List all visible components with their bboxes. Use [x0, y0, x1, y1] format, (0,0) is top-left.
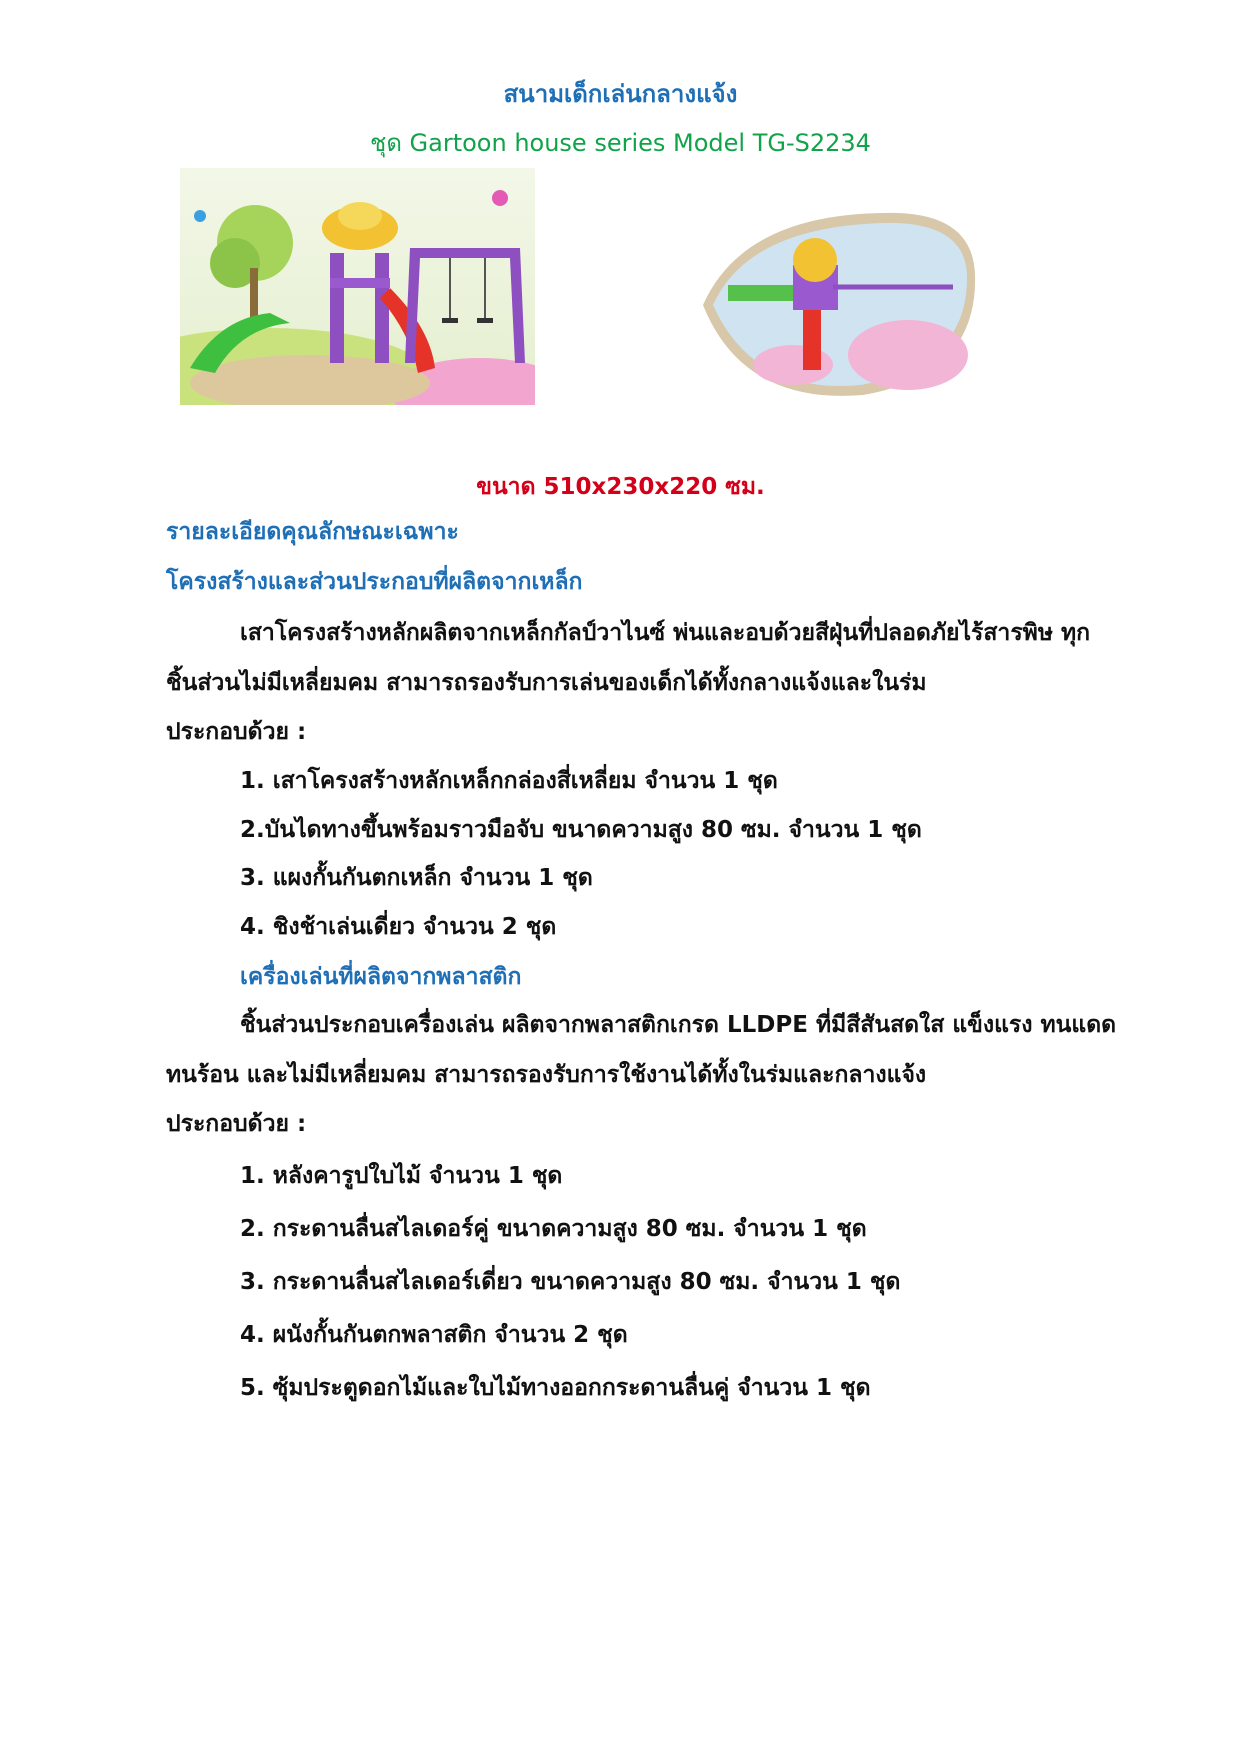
- page-title: สนามเด็กเล่นกลางแจ้ง: [503, 80, 738, 108]
- steel-description-line-1: เสาโครงสร้างหลักผลิตจากเหล็กกัลป์วาไนซ์ พ่นและอบด้วยสีฝุ่นที่ปลอดภัยไร้สารพิษ ทุก: [240, 620, 1091, 646]
- plastic-consists-label: ประกอบด้วย :: [166, 1111, 307, 1137]
- plastic-description-line-1: ชิ้นส่วนประกอบเครื่องเล่น ผลิตจากพลาสติกเกรด LLDPE ที่มีสีสันสดใส แข็งแรง ทนแดด: [240, 1012, 1117, 1038]
- plastic-item: 1. หลังคารูปใบไม้ จำนวน 1 ชุด: [240, 1163, 563, 1189]
- steel-description-line-2: ชิ้นส่วนไม่มีเหลี่ยมคม สามารถรองรับการเล่นของเด็กได้ทั้งกลางแจ้งและในร่ม: [166, 670, 927, 696]
- steel-consists-label: ประกอบด้วย :: [166, 719, 307, 745]
- plastic-item: 3. กระดานลื่นสไลเดอร์เดี่ยว ขนาดความสูง 80 ซม. จำนวน 1 ชุด: [240, 1269, 901, 1295]
- steel-item: 3. แผงกั้นกันตกเหล็ก จำนวน 1 ชุด: [240, 865, 593, 891]
- plastic-item: 2. กระดานลื่นสไลเดอร์คู่ ขนาดความสูง 80 ซม. จำนวน 1 ชุด: [240, 1216, 867, 1242]
- playground-top-view: [683, 205, 978, 405]
- steel-item: 2.บันไดทางขึ้นพร้อมราวมือจับ ขนาดความสูง 80 ซม. จำนวน 1 ชุด: [240, 817, 922, 843]
- plastic-item: 5. ซุ้มประตูดอกไม้และใบไม้ทางออกกระดานลื่นคู่ จำนวน 1 ชุด: [240, 1375, 871, 1401]
- page-subtitle: ชุด Gartoon house series Model TG-S2234: [370, 129, 871, 157]
- plastic-item: 4. ผนังกั้นกันตกพลาสติก จำนวน 2 ชุด: [240, 1322, 628, 1348]
- product-size: ขนาด 510x230x220 ซม.: [476, 474, 765, 500]
- steel-item: 4. ชิงช้าเล่นเดี่ยว จำนวน 2 ชุด: [240, 914, 557, 940]
- plastic-description-line-2: ทนร้อน และไม่มีเหลี่ยมคม สามารถรองรับการใช้งานได้ทั้งในร่มและกลางแจ้ง: [166, 1062, 927, 1088]
- plastic-section-heading: เครื่องเล่นที่ผลิตจากพลาสติก: [240, 964, 522, 990]
- playground-photo: [180, 168, 535, 405]
- steel-item: 1. เสาโครงสร้างหลักเหล็กกล่องสี่เหลี่ยม จำนวน 1 ชุด: [240, 768, 778, 794]
- spec-heading: รายละเอียดคุณลักษณะเฉพาะ: [166, 519, 459, 545]
- steel-section-heading: โครงสร้างและส่วนประกอบที่ผลิตจากเหล็ก: [166, 569, 583, 595]
